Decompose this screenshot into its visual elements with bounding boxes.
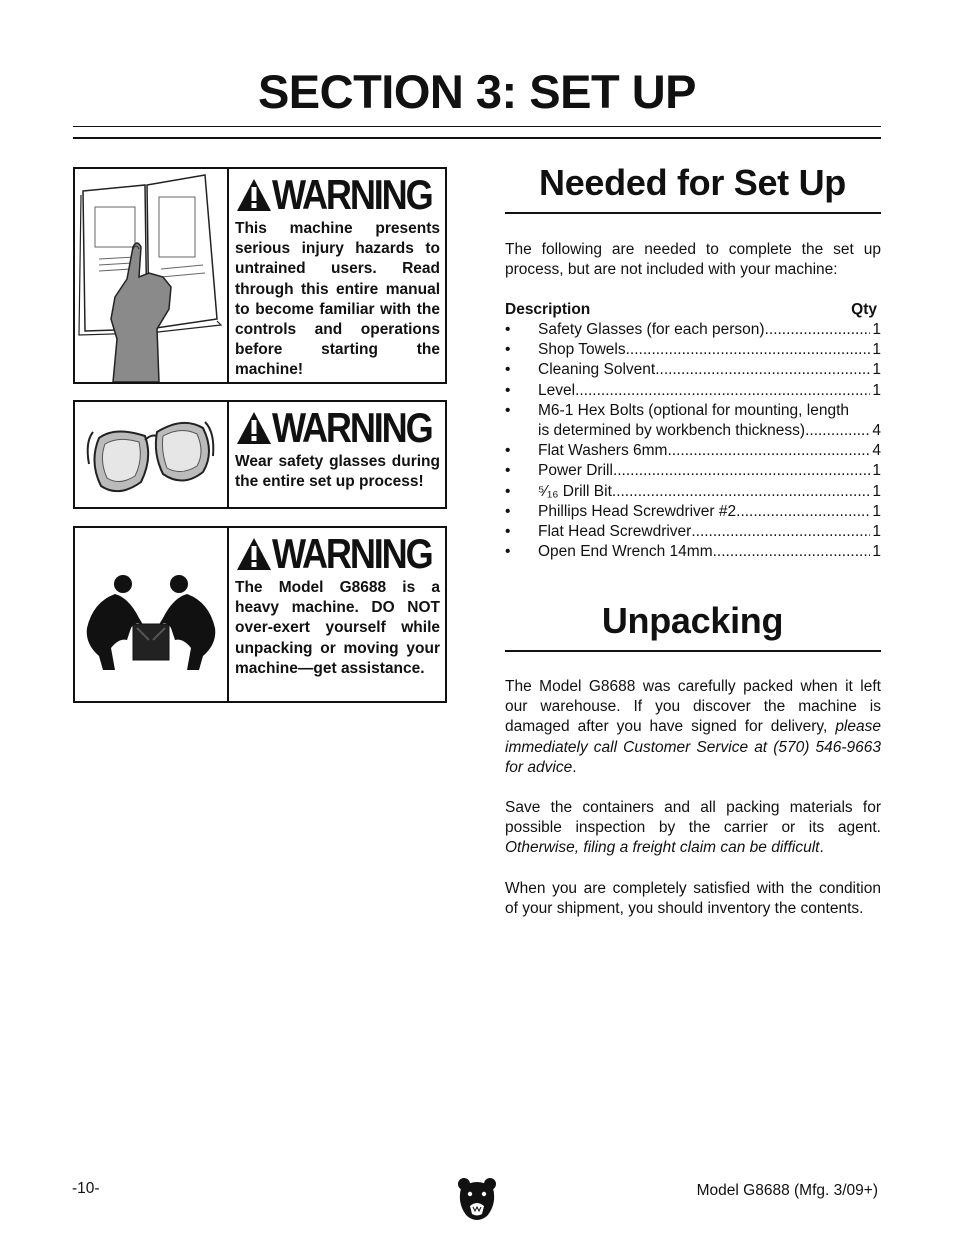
item-qty: 4: [872, 422, 881, 440]
item-name: Phillips Head Screwdriver #2: [538, 502, 737, 520]
title-rule-top: [73, 126, 881, 127]
bullet: •: [505, 523, 511, 541]
leader-dots: [575, 381, 870, 401]
list-item: [505, 502, 881, 522]
warning-box-manual: [73, 167, 447, 384]
two-person-lift-icon: [75, 528, 229, 701]
item-name: Flat Washers 6mm: [538, 442, 668, 460]
warning-text: The Model G8688 is a heavy machine. DO NOT over-exert yourself while unpacking or moving your machine—get assistance.: [235, 579, 440, 677]
list-item: [505, 441, 881, 461]
bullet: •: [505, 321, 511, 338]
item-qty: 1: [872, 523, 881, 541]
item-qty: 1: [872, 341, 881, 359]
bullet: •: [505, 341, 511, 359]
list-item: [505, 482, 881, 502]
section-title: SECTION 3: SET UP: [257, 65, 697, 118]
leader-dots: [667, 441, 870, 461]
warning-heading: WARNING: [235, 406, 440, 450]
warning-heading: WARNING: [235, 173, 440, 217]
leader-dots: [713, 542, 871, 562]
warning-triangle-icon: [235, 410, 273, 446]
item-name: Open End Wrench 14mm: [538, 543, 713, 561]
list-item: [505, 401, 881, 441]
item-name-line1: M6-1 Hex Bolts (optional for mounting, length: [538, 401, 850, 419]
hand-on-manual-icon: [75, 169, 229, 382]
title-rule-bottom: [73, 137, 881, 139]
warning-box-lifting: [73, 526, 447, 703]
item-name: Flat Head Screwdriver: [538, 523, 692, 541]
leader-dots: [765, 320, 871, 340]
needed-items-list: [505, 320, 881, 562]
item-name: Level: [538, 381, 576, 399]
item-qty: 1: [872, 502, 881, 520]
unpacking-paragraph-3: When you are completely satisfied with the condition of your shipment, you should inventory the contents.: [505, 880, 881, 918]
unpacking-heading-rule: [505, 650, 881, 652]
unpacking-paragraph-2: Save the containers and all packing materials for possible inspection by the carrier or its agent. Otherwise, filing a freight claim can be difficult.: [505, 799, 881, 857]
item-qty: 1: [872, 543, 881, 561]
bullet: •: [505, 401, 511, 419]
warning-heading: WARNING: [235, 532, 440, 576]
list-item: [505, 340, 881, 360]
bullet: •: [505, 361, 511, 379]
bullet: •: [505, 462, 511, 480]
leader-dots: [691, 522, 870, 542]
unpacking-paragraph-1: The Model G8688 was carefully packed when it left our warehouse. If you discover the machine is damaged after you have signed for delivery, please immediately call Customer Service at (570) 546-9663 for advice.: [505, 678, 881, 776]
list-item: [505, 522, 881, 542]
bullet: •: [505, 502, 511, 520]
item-name: Safety Glasses (for each person): [538, 321, 765, 338]
warning-text: Wear safety glasses during the entire set up process!: [235, 453, 440, 491]
col-description: Description: [505, 301, 591, 318]
bullet: •: [505, 381, 511, 399]
warning-box-glasses: [73, 400, 447, 509]
item-name: Shop Towels: [538, 341, 626, 359]
item-name: ⁵⁄₁₆ Drill Bit: [538, 482, 612, 500]
list-item: [505, 461, 881, 481]
item-qty: 1: [872, 482, 881, 500]
warning-triangle-icon: [235, 536, 273, 572]
list-item: [505, 542, 881, 562]
bullet: •: [505, 442, 511, 460]
item-name: Power Drill: [538, 462, 613, 480]
leader-dots: [655, 360, 870, 380]
items-header: [505, 300, 877, 320]
needed-heading-rule: [505, 212, 881, 214]
item-qty: 1: [872, 361, 881, 379]
leader-dots: [805, 421, 870, 441]
page-number: -10-: [72, 1180, 100, 1197]
needed-heading: Needed for Set Up: [539, 162, 846, 203]
item-name: Cleaning Solvent: [538, 361, 656, 379]
list-item: [505, 320, 881, 340]
warning-triangle-icon: [235, 177, 273, 213]
col-qty: Qty: [851, 301, 877, 318]
leader-dots: [612, 482, 870, 502]
leader-dots: [736, 502, 870, 522]
warning-text: This machine presents serious injury hazards to untrained users. Read through this entire manual to become familiar with the controls and operations before starting the machine!: [235, 220, 440, 379]
footer-model: Model G8688 (Mfg. 3/09+): [696, 1182, 878, 1199]
safety-glasses-icon: [75, 402, 229, 507]
unpacking-heading: Unpacking: [601, 600, 784, 641]
item-name: is determined by workbench thickness): [538, 422, 806, 440]
item-qty: 1: [872, 462, 881, 480]
item-qty: 1: [872, 381, 881, 399]
item-qty: 1: [872, 321, 881, 338]
item-qty: 4: [872, 442, 881, 460]
list-item: [505, 381, 881, 401]
grizzly-bear-logo: [457, 1176, 497, 1227]
leader-dots: [626, 340, 871, 360]
leader-dots: [613, 461, 870, 481]
bullet: •: [505, 482, 511, 500]
bullet: •: [505, 543, 511, 561]
needed-intro: The following are needed to complete the set up process, but are not included with your machine:: [505, 241, 881, 279]
list-item: [505, 360, 881, 380]
